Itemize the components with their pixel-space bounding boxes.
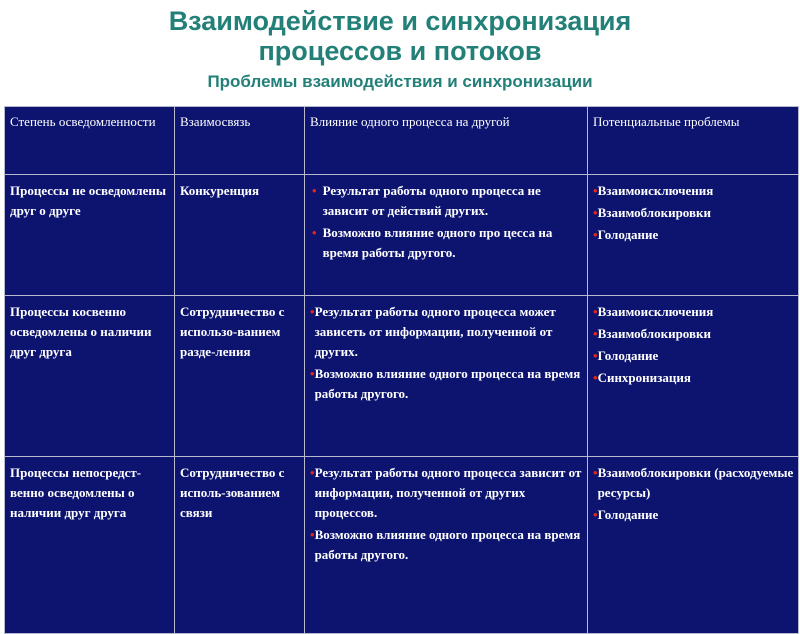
bullet-icon: •: [312, 225, 317, 240]
bullet-icon: •: [593, 227, 598, 242]
problem-text: Голодание: [597, 348, 659, 363]
header-relation: Взаимосвязь: [175, 107, 305, 175]
problem-item: [593, 203, 794, 223]
bullet-icon: •: [310, 366, 315, 381]
bullet-icon: •: [310, 465, 315, 480]
header-problems: Потенциальные проблемы: [588, 107, 799, 175]
problem-text: Взаимоблокировки: [597, 326, 711, 341]
slide-title: [0, 6, 800, 66]
influence-text: Результат работы одного процесса зависит от информации, полученной от других процессов.: [314, 465, 582, 520]
influence-item: [310, 364, 583, 404]
problem-item: [593, 368, 794, 388]
bullet-icon: •: [310, 304, 315, 319]
cell-awareness: Процессы косвенно осведомлены о наличии друг друга: [5, 296, 175, 457]
cell-influence: [305, 457, 588, 634]
bullet-icon: •: [593, 183, 598, 198]
slide-header: [0, 0, 800, 104]
influence-item: [310, 302, 583, 362]
problem-text: Взаимоисключения: [597, 304, 714, 319]
problem-item: [593, 463, 794, 503]
header-influence: Влияние одного процесса на другой: [305, 107, 588, 175]
title-line-2: процессов и потоков: [258, 36, 542, 66]
influence-item: [310, 181, 583, 221]
bullet-icon: •: [593, 304, 598, 319]
influence-text: Возможно влияние одного про цесса на время работы другого.: [322, 225, 553, 260]
bullet-icon: •: [593, 205, 598, 220]
header-awareness: Степень осведомленности: [5, 107, 175, 175]
influence-text: Возможно влияние одного процесса на время работы другого.: [314, 527, 581, 562]
problem-text: Взаимоблокировки (расходуемые ресурсы): [597, 465, 794, 500]
bullet-icon: •: [593, 348, 598, 363]
problems-table: [4, 106, 799, 634]
cell-relation: Конкуренция: [175, 175, 305, 296]
slide-subtitle: Проблемы взаимодействия и синхронизации: [207, 72, 593, 91]
cell-problems: [588, 457, 799, 634]
problem-text: Голодание: [597, 507, 659, 522]
influence-item: [310, 463, 583, 523]
influence-item: [310, 525, 583, 565]
cell-relation: Сотрудничество с исполь-зованием связи: [175, 457, 305, 634]
cell-influence: [305, 296, 588, 457]
cell-awareness: Процессы непосредст-венно осведомлены о наличии друг друга: [5, 457, 175, 634]
cell-relation: Сотрудничество с использо-ванием разде-ления: [175, 296, 305, 457]
influence-text: Результат работы одного процесса не зависит от действий других.: [322, 183, 541, 218]
problem-item: [593, 346, 794, 366]
table-header-row: [5, 107, 799, 175]
problem-text: Взаимоблокировки: [597, 205, 711, 220]
bullet-icon: •: [310, 527, 315, 542]
bullet-icon: •: [593, 465, 598, 480]
problem-item: [593, 225, 794, 245]
title-line-1: Взаимодействие и синхронизация: [168, 6, 632, 36]
problem-item: [593, 181, 794, 201]
problem-item: [593, 505, 794, 525]
bullet-icon: •: [593, 370, 598, 385]
table-row: [5, 296, 799, 457]
cell-influence: [305, 175, 588, 296]
bullet-icon: •: [312, 183, 317, 198]
influence-text: Результат работы одного процесса может зависеть от информации, полученной от других.: [314, 304, 556, 359]
cell-problems: [588, 175, 799, 296]
problem-text: Взаимоисключения: [597, 183, 714, 198]
problem-item: [593, 324, 794, 344]
cell-awareness: Процессы не осведомлены друг о друге: [5, 175, 175, 296]
table-row: [5, 457, 799, 634]
influence-text: Возможно влияние одного процесса на время работы другого.: [314, 366, 581, 401]
cell-problems: [588, 296, 799, 457]
bullet-icon: •: [593, 507, 598, 522]
influence-item: [310, 223, 583, 263]
problem-text: Синхронизация: [597, 370, 691, 385]
problem-text: Голодание: [597, 227, 659, 242]
table-row: [5, 175, 799, 296]
bullet-icon: •: [593, 326, 598, 341]
problem-item: [593, 302, 794, 322]
